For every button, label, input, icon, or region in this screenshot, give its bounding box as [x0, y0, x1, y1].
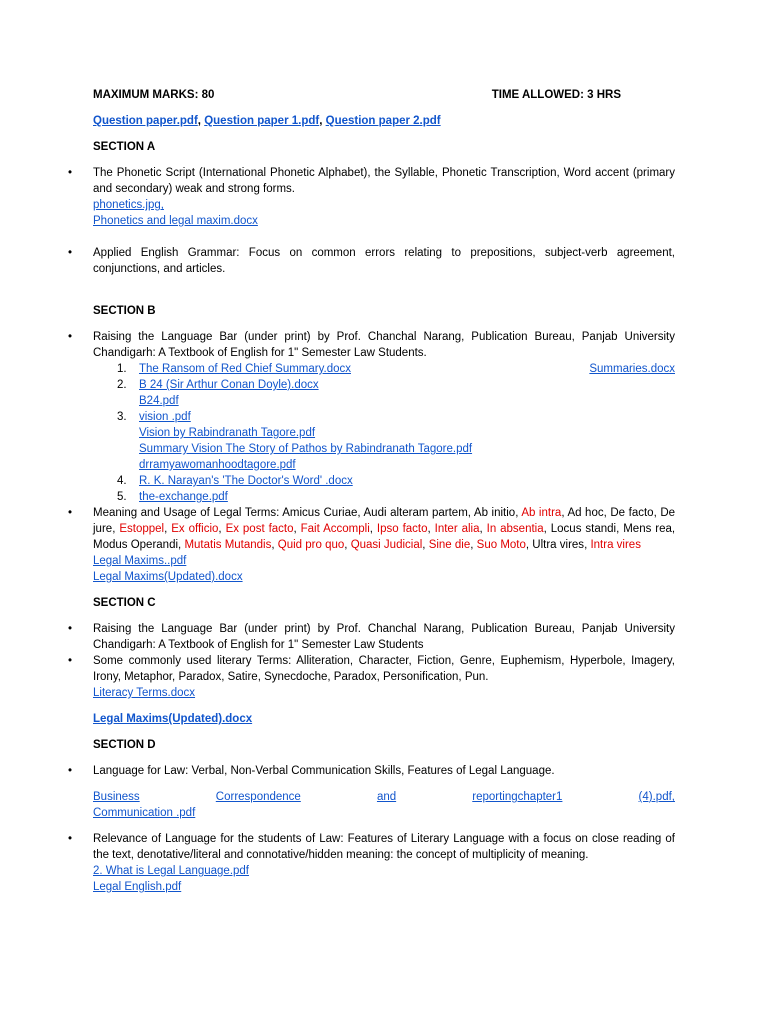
legal-terms-intro: Meaning and Usage of Legal Terms: — [93, 507, 283, 519]
separator: , — [344, 539, 348, 551]
separator: , — [319, 115, 323, 127]
the-exchange-link[interactable]: the-exchange.pdf — [139, 491, 228, 503]
separator: , — [178, 539, 182, 551]
textbook-text-c: • Raising the Language Bar (under print) by Prof. Chanchal Narang, Publication Bureau, Panjab University Chandigarh: A Textbook of English for 1" Semester Law Students — [93, 623, 675, 651]
section-c-item-textbook — [93, 621, 675, 653]
legal-term: Amicus Curiae — [282, 507, 358, 519]
section-a-item-grammar — [93, 245, 675, 277]
section-a-title: SECTION A — [93, 141, 156, 153]
womanhood-tagore-link[interactable]: drramyawomanhoodtagore.pdf — [139, 459, 296, 471]
legal-term: Modus Operandi — [93, 539, 179, 551]
legal-term: Ab intra — [521, 507, 562, 519]
section-a-item-phonetics — [93, 165, 675, 229]
legal-term: Mutatis Mutandis — [184, 539, 272, 551]
vision-tagore-link[interactable]: Vision by Rabindranath Tagore.pdf — [139, 427, 316, 439]
legal-term: Ab initio — [473, 507, 516, 519]
list-number: 3. — [117, 411, 127, 423]
legal-maxims-pdf-link[interactable]: Legal Maxims..pdf — [93, 555, 187, 567]
list-item — [117, 489, 675, 505]
separator: , — [293, 523, 297, 535]
legal-term: De facto — [610, 507, 654, 519]
legal-terms-text — [93, 505, 675, 553]
separator: , — [561, 507, 565, 519]
legal-term: Ad hoc — [567, 507, 604, 519]
separator: , — [164, 523, 168, 535]
list-number: 5. — [117, 491, 127, 503]
biz-word: Business — [93, 791, 140, 803]
legal-maxims-updated-bold-link[interactable]: Legal Maxims(Updated).docx — [93, 713, 253, 725]
separator: , — [369, 523, 373, 535]
legal-term: Ex officio — [171, 523, 219, 535]
list-item — [117, 361, 675, 377]
separator: , — [515, 507, 519, 519]
question-paper-link[interactable]: Question paper.pdf — [93, 115, 198, 127]
list-number: 1. — [117, 363, 127, 375]
separator: , — [543, 523, 547, 535]
language-law-text: • Language for Law: Verbal, Non-Verbal Communication Skills, Features of Legal Language. — [93, 765, 555, 777]
section-c-title: SECTION C — [93, 597, 156, 609]
section-d-title: SECTION D — [93, 739, 156, 751]
legal-term: Audi alteram partem — [363, 507, 468, 519]
summary-vision-link[interactable]: Summary Vision The Story of Pathos by Rabindranath Tagore.pdf — [139, 443, 473, 455]
relevance-text: • Relevance of Language for the students of Law: Features of Literary Language with a focus on close reading of the text, denotative/literal and connotative/hidden meaning: the concept of multiplicity of meaning. — [93, 833, 675, 861]
b24-docx-link[interactable]: B 24 (Sir Arthur Conan Doyle).docx — [139, 379, 319, 391]
summaries-link[interactable]: Summaries.docx — [589, 363, 675, 375]
separator: , — [197, 115, 201, 127]
textbook-chapter-list — [117, 361, 675, 505]
question-paper-1-link[interactable]: Question paper 1.pdf — [204, 115, 320, 127]
separator: , — [616, 523, 620, 535]
separator: , — [671, 523, 676, 535]
separator: , — [112, 523, 116, 535]
section-b-title: SECTION B — [93, 305, 156, 317]
separator: , — [427, 523, 431, 535]
legal-term: Ultra vires — [532, 539, 585, 551]
list-item — [117, 409, 675, 473]
list-item — [117, 473, 675, 489]
exam-header — [93, 87, 621, 103]
max-marks: MAXIMUM MARKS: 80 — [93, 89, 215, 101]
section-d-item-relevance — [93, 831, 675, 895]
legal-term: De jure — [93, 507, 676, 535]
legal-term: Ipso facto — [376, 523, 428, 535]
phonetics-legal-maxim-link[interactable]: Phonetics and legal maxim.docx — [93, 215, 258, 227]
separator: , — [653, 507, 657, 519]
legal-maxims-updated-link[interactable]: Legal Maxims(Updated).docx — [93, 571, 243, 583]
section-b-item-textbook — [93, 329, 675, 505]
legal-term: Locus standi — [550, 523, 617, 535]
list-number: 4. — [117, 475, 127, 487]
textbook-text: • Raising the Language Bar (under print) by Prof. Chanchal Narang, Publication Bureau, Panjab University Chandigarh: A Textbook of English for 1" Semester Law Students. — [93, 331, 675, 359]
document-content — [93, 87, 675, 895]
time-allowed: TIME ALLOWED: 3 HRS — [491, 89, 621, 101]
biz-word: and — [376, 791, 397, 803]
phonetics-jpg-link[interactable]: phonetics.jpg, — [93, 199, 164, 211]
legal-term: Suo Moto — [476, 539, 526, 551]
legal-term: Inter alia — [434, 523, 480, 535]
biz-word: (4).pdf, — [638, 791, 675, 803]
list-item — [117, 377, 675, 409]
phonetics-text: • The Phonetic Script (International Phonetic Alphabet), the Syllable, Phonetic Transcription, Word accent (primary and secondary) weak and strong forms. — [93, 167, 675, 195]
question-paper-links — [93, 113, 675, 129]
separator: , — [467, 507, 471, 519]
what-is-legal-language-link[interactable]: 2. What is Legal Language.pdf — [93, 865, 250, 877]
separator: , — [470, 539, 474, 551]
legal-term: Intra vires — [590, 539, 641, 551]
list-number: 2. — [117, 379, 127, 391]
separator: , — [525, 539, 530, 551]
legal-english-link[interactable]: Legal English.pdf — [93, 881, 182, 893]
business-correspondence-link[interactable] — [93, 789, 675, 805]
separator: , — [584, 539, 588, 551]
question-paper-2-link[interactable]: Question paper 2.pdf — [325, 115, 441, 127]
legal-term: In absentia — [486, 523, 544, 535]
legal-term: Ex post facto — [225, 523, 294, 535]
vision-pdf-link[interactable]: vision .pdf — [139, 411, 191, 423]
legal-term: Mens rea — [623, 523, 672, 535]
section-d-item-language-law — [93, 763, 675, 779]
separator: , — [271, 539, 275, 551]
grammar-text: • Applied English Grammar: Focus on common errors relating to prepositions, subject-verb agreement, conjunctions, and articles. — [93, 247, 675, 275]
separator: , — [422, 539, 426, 551]
b24-pdf-link[interactable]: B24.pdf — [139, 395, 179, 407]
legal-term: Estoppel — [119, 523, 165, 535]
literary-terms-text: • Some commonly used literary Terms: Alliteration, Character, Fiction, Genre, Euphemism, Hyperbole, Imagery, Irony, Metaphor, Paradox, Satire, Synecdoche, Paradox, Personification, Pun. — [93, 655, 675, 683]
separator: , — [218, 523, 222, 535]
section-c-item-literary-terms — [93, 653, 675, 701]
ransom-red-chief-link[interactable]: The Ransom of Red Chief Summary.docx — [139, 363, 351, 375]
separator: , — [357, 507, 361, 519]
separator: , — [479, 523, 483, 535]
separator: , — [603, 507, 607, 519]
doctors-word-link[interactable]: R. K. Narayan's 'The Doctor's Word' .docx — [139, 475, 353, 487]
communication-pdf-link[interactable]: Communication .pdf — [93, 807, 196, 819]
legal-term: Quasi Judicial — [350, 539, 423, 551]
legal-term: Fait Accompli — [300, 523, 370, 535]
section-b-item-legal-terms — [93, 505, 675, 585]
biz-word: reportingchapter1 — [472, 791, 563, 803]
legal-term: Sine die — [428, 539, 471, 551]
biz-word: Correspondence — [215, 791, 301, 803]
literacy-terms-link[interactable]: Literacy Terms.docx — [93, 687, 196, 699]
legal-term: Quid pro quo — [277, 539, 345, 551]
